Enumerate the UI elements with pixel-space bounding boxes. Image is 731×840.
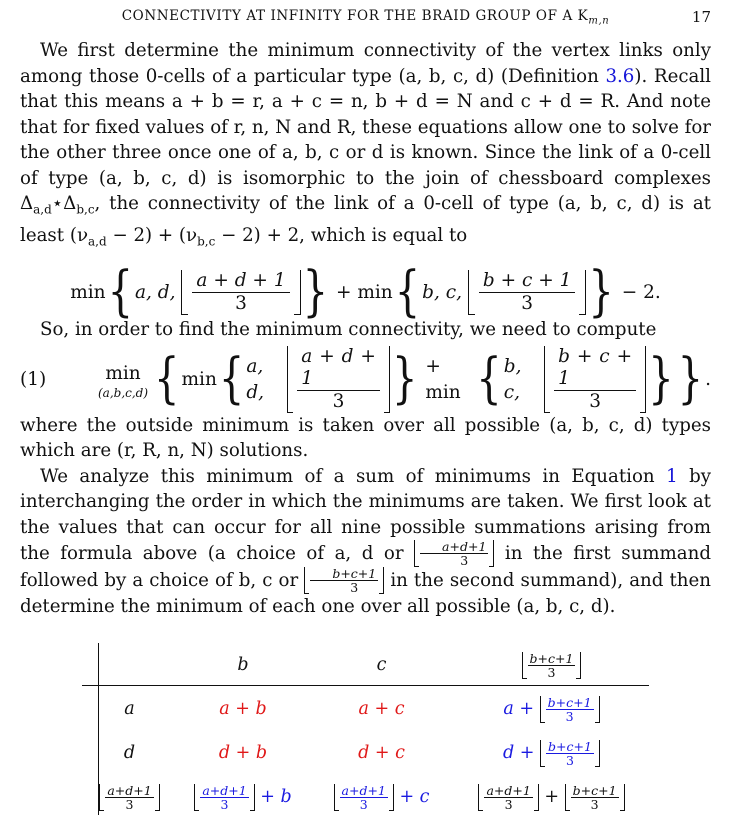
- col-header-floor-bracket: [522, 652, 582, 679]
- row-header-a: [82, 687, 177, 731]
- eq-min-1: min: [70, 281, 106, 303]
- p4-text-a: We analyze this minimum of a sum of minimums in Equation: [40, 465, 667, 487]
- page-number: 17: [691, 8, 711, 26]
- cell-floor-c-denominator: 3: [359, 796, 368, 812]
- left-brace-1: {: [107, 260, 134, 323]
- cell-floor-floor-bracket-1: [478, 784, 538, 811]
- row-header-floor: [82, 775, 177, 819]
- eq-args-1: a, d,: [135, 281, 176, 303]
- paragraph-3: where the outside minimum is taken over all possible (a, b, c, d) types which are (r, R, n, N) solutions.: [20, 414, 711, 462]
- p1-text-e: − 2) + (ν: [106, 225, 198, 247]
- p4-text-d: in the second summand), and then determine the minimum of each one over all possible (a, b, c, d).: [20, 570, 711, 618]
- inline-floor-2: [304, 567, 384, 594]
- right-brace-1: }: [302, 260, 329, 323]
- cell-floor-floor: [454, 775, 649, 819]
- cell-floor-floor-numerator-2: b+c+1: [572, 782, 617, 798]
- eq1-left-brace-2: {: [476, 347, 502, 410]
- cell-d-c: [309, 731, 454, 775]
- row-header-floor-bracket: [99, 784, 159, 811]
- fraction-1-numerator: a + d + 1: [192, 270, 289, 293]
- equation-link[interactable]: 1: [666, 465, 678, 487]
- eq1-fraction-2-numerator: b + c + 1: [554, 346, 636, 391]
- display-equation: [20, 259, 711, 325]
- table-row-floor: [82, 775, 649, 819]
- cell-floor-c-suffix: + c: [399, 787, 430, 807]
- eq1-right-brace-2: }: [648, 347, 674, 410]
- outer-min-label: min: [105, 363, 141, 385]
- col-header-c: [309, 643, 454, 687]
- p1-sub-2: b,c: [76, 202, 95, 217]
- inline-fraction-1: [420, 540, 488, 567]
- eq1-fraction-1-denominator: 3: [332, 391, 345, 413]
- p4-text-c: in the first summand followed by a choice of b, c or: [20, 543, 711, 592]
- table-corner: [82, 643, 177, 687]
- cell-a-floor-prefix: a +: [503, 699, 535, 719]
- cell-floor-floor-bracket-2: [565, 784, 625, 811]
- cell-d-c-text: d + c: [358, 743, 405, 763]
- row-header-d-text: d: [123, 743, 136, 763]
- fraction-2: [479, 270, 576, 315]
- eq1-right-brace-1: }: [391, 347, 418, 410]
- cell-d-floor-denominator: 3: [566, 752, 574, 768]
- outer-min-subscript: (a,b,c,d): [98, 385, 149, 400]
- inline-fraction-2: [310, 567, 378, 594]
- cell-d-floor-prefix: d +: [503, 743, 535, 763]
- cell-a-floor-denominator: 3: [565, 708, 574, 724]
- col-header-c-text: c: [376, 655, 387, 675]
- summation-table: [82, 643, 649, 819]
- cell-d-floor: [454, 731, 649, 775]
- fraction-2-denominator: 3: [521, 292, 534, 314]
- cell-floor-c-bracket: [334, 784, 394, 811]
- fraction-1: [192, 270, 289, 315]
- eq1-min-1: min: [181, 369, 217, 391]
- cell-d-floor-numerator: b+c+1: [548, 738, 592, 754]
- eq-args-2: b, c,: [422, 281, 463, 303]
- definition-link[interactable]: 3.6: [605, 65, 635, 87]
- eq-plus-min: + min: [335, 281, 393, 303]
- cell-floor-floor-denominator-1: 3: [504, 796, 513, 812]
- equation-1: [20, 347, 711, 413]
- paragraph-4: [20, 464, 711, 620]
- eq1-fraction-1: [297, 346, 380, 413]
- col-header-b: [177, 643, 309, 687]
- p1-sub-1: a,d: [33, 202, 52, 217]
- inline-fraction-1-denominator: 3: [460, 553, 469, 569]
- eq1-args-1: a, d,: [246, 356, 265, 403]
- paragraph-1: [20, 38, 711, 255]
- eq1-fraction-2-denominator: 3: [589, 391, 601, 413]
- eq-tail: − 2.: [621, 281, 661, 303]
- p1-sub-3: a,d: [88, 234, 107, 249]
- cell-a-c-text: a + c: [358, 699, 405, 719]
- inline-fraction-1-numerator: a+d+1: [420, 540, 488, 554]
- left-brace-2: {: [394, 260, 421, 323]
- p4-text-b: by interchanging the order in which the minimums are taken. We first look at the values that can occur for all nine possible summations arising from the formula above (a choice of a, d or: [20, 465, 711, 565]
- cell-a-floor-bracket: [540, 696, 600, 723]
- p1-sub-4: b,c: [197, 234, 216, 249]
- table-header-row: [82, 643, 649, 687]
- col-header-floor-denominator: 3: [547, 664, 556, 680]
- running-title-subscript: m,n: [588, 15, 610, 27]
- p1-text-a: We first determine the minimum connectivity of the vertex links only among those 0-cells of a particular type (a, b, c, d) (Definition: [20, 40, 711, 87]
- cell-floor-floor-denominator-2: 3: [590, 796, 599, 812]
- outer-left-brace: {: [154, 347, 180, 410]
- floor-1: [181, 270, 300, 315]
- cell-a-floor: [454, 687, 649, 731]
- cell-a-b-text: a + b: [219, 699, 267, 719]
- equation-number: (1): [20, 369, 47, 391]
- cell-floor-c-numerator: a+d+1: [341, 782, 386, 798]
- cell-floor-b-denominator: 3: [220, 796, 229, 812]
- row-header-d: [82, 731, 177, 775]
- floor-2: [468, 270, 587, 315]
- eq1-fraction-1-numerator: a + d + 1: [297, 346, 380, 391]
- row-header-floor-numerator: a+d+1: [107, 782, 152, 798]
- p1-text-d: , the connectivity of the link of a 0-cell of type (a, b, c, d) is at least (ν: [20, 193, 711, 247]
- inline-fraction-2-denominator: 3: [350, 580, 359, 596]
- outer-right-brace: }: [677, 347, 704, 410]
- running-header: [0, 8, 731, 30]
- fraction-2-numerator: b + c + 1: [479, 270, 576, 293]
- cell-floor-b-numerator: a+d+1: [202, 782, 247, 798]
- table-row-d: [82, 731, 649, 775]
- cell-a-floor-numerator: b+c+1: [547, 694, 592, 710]
- col-header-b-text: b: [237, 655, 249, 675]
- p1-text-b: ). Recall that this means a + b = r, a + c = n, b + d = N and c + d = R. And note that for fixed values of r, n, N and R, these equations allow one to solve for the other three once one of a, b, c or d is known. Since the link of a 0-cell of type (a, b, c, d) is isomorphic to the join of chessboard complexes Δ: [20, 65, 711, 214]
- cell-floor-b-suffix: + b: [260, 787, 292, 807]
- eq1-left-brace-1: {: [218, 347, 245, 410]
- cell-floor-b: [177, 775, 309, 819]
- eq1-args-2: b, c,: [503, 356, 522, 403]
- right-brace-2: }: [588, 260, 614, 323]
- eq1-tail: .: [705, 369, 712, 391]
- p1-text-c: ⋆Δ: [51, 193, 77, 214]
- running-title: [0, 8, 731, 27]
- cell-d-floor-bracket: [540, 740, 600, 767]
- row-header-a-text: a: [124, 699, 135, 719]
- inline-fraction-2-numerator: b+c+1: [310, 567, 378, 581]
- cell-d-b: [177, 731, 309, 775]
- cell-d-b-text: d + b: [218, 743, 268, 763]
- cell-floor-c: [309, 775, 454, 819]
- running-title-text: CONNECTIVITY AT INFINITY FOR THE BRAID GROUP OF A K: [121, 8, 589, 24]
- cell-a-b: [177, 687, 309, 731]
- eq1-floor-1: [287, 346, 390, 413]
- eq1-floor-2: [544, 346, 646, 413]
- fraction-1-denominator: 3: [235, 292, 247, 314]
- eq1-fraction-2: [554, 346, 636, 413]
- p1-text-f: − 2) + 2, which is equal to: [215, 225, 468, 247]
- cell-floor-b-bracket: [194, 784, 254, 811]
- paragraph-2: So, in order to find the minimum connectivity, we need to compute: [40, 319, 657, 341]
- row-header-floor-denominator: 3: [125, 796, 134, 812]
- outer-min: [98, 361, 148, 399]
- body-text: [20, 38, 711, 620]
- cell-floor-floor-plus: +: [544, 787, 560, 807]
- col-header-floor-numerator: b+c+1: [529, 650, 574, 666]
- eq1-plus-min: + min: [425, 356, 461, 403]
- col-header-floor: [454, 643, 649, 687]
- inline-floor-1: [414, 540, 494, 567]
- cell-a-c: [309, 687, 454, 731]
- cell-floor-floor-numerator-1: a+d+1: [486, 782, 531, 798]
- table-row-a: [82, 687, 649, 731]
